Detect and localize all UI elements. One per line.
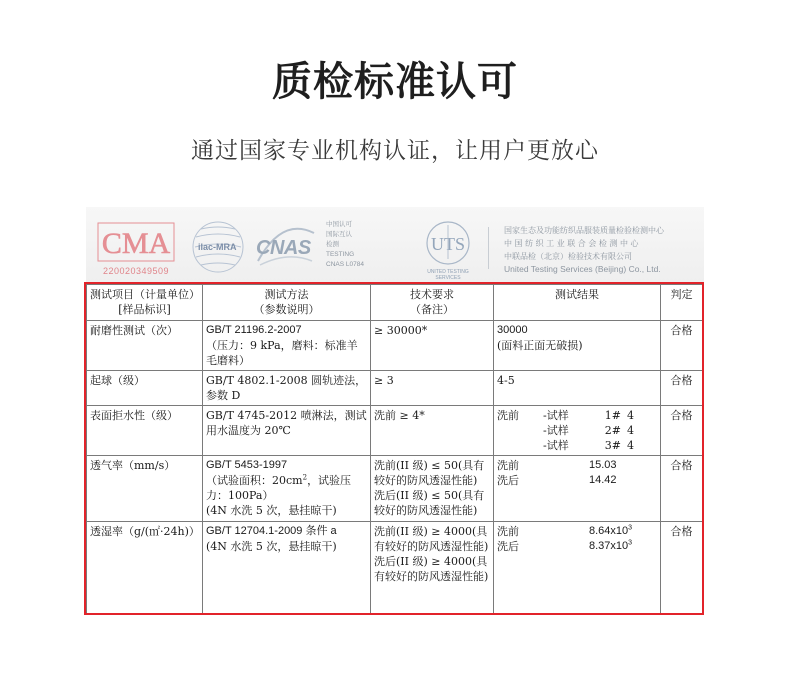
- method-cell: GB/T 4802.1-2008 圆轨迹法，参数 D: [203, 371, 371, 406]
- method-line: （试验面积：$20cm^2$，试验压力：100Pa）: [206, 473, 352, 502]
- uts-subtext: UNITED TESTING SERVICES: [427, 269, 469, 281]
- header-cell-verdict: [661, 285, 703, 321]
- result-value: 15.03: [589, 459, 617, 471]
- sample-name: -试样: [543, 439, 569, 452]
- header-text: （参数说明）: [253, 303, 320, 316]
- uts-logo: [416, 219, 480, 279]
- requirement-line: 洗后(II 级) ≤ 50(具有较好的防风透湿性能): [374, 489, 485, 517]
- result-line: 30000: [497, 324, 528, 336]
- cma-number: 220020349509: [102, 266, 170, 276]
- result-sample-row: [497, 423, 657, 438]
- result-label: 洗前: [497, 459, 519, 472]
- table-row: [87, 456, 703, 522]
- requirement-cell: [371, 522, 494, 615]
- method-line: GB/T 21196.2-2007: [206, 324, 302, 336]
- item-cell: 透湿率（g/(㎡·24h)）: [87, 522, 203, 615]
- result-cell: [494, 522, 661, 615]
- requirement-line: 洗前(II 级) ≥ 4000(具有较好的防风透湿性能): [374, 525, 489, 553]
- lab-name-block: [504, 224, 700, 276]
- header-text: （备注）: [410, 303, 454, 316]
- result-line: [497, 539, 657, 554]
- result-value: $8.64x10^3$: [589, 524, 633, 537]
- result-value: 14.42: [589, 474, 617, 486]
- method-line: (4N 水洗 5 次，悬挂晾干): [206, 504, 337, 517]
- item-cell: 表面拒水性（级）: [87, 406, 203, 456]
- requirement-line: 洗前(II 级) ≤ 50(具有较好的防风透湿性能): [374, 459, 485, 487]
- method-cell: [203, 522, 371, 615]
- cnas-text: CNAS: [256, 237, 311, 259]
- result-value: $8.37x10^3$: [589, 539, 633, 552]
- sample-index: 2#: [604, 424, 621, 437]
- method-line: GB/T 12704.1-2009 条件 a: [206, 525, 337, 537]
- header-text: 测试项目（计量单位）: [90, 288, 200, 301]
- header-cell-requirement: [371, 285, 494, 321]
- ilac-mra-text: ilac-MRA: [198, 242, 237, 252]
- cma-emblem-icon: [96, 219, 176, 265]
- sample-name: -试样: [543, 424, 569, 437]
- test-report-table-frame: [84, 282, 704, 615]
- lab-name-line-english: United Testing Services (Beijing) Co., Ltd.: [504, 264, 661, 274]
- uts-seal-icon: [416, 219, 480, 269]
- verdict-cell: 合格: [661, 406, 703, 456]
- result-label: 洗前: [497, 525, 519, 538]
- cnas-caption-line: 中国认可: [326, 221, 352, 228]
- result-label: 洗后: [497, 474, 519, 487]
- sample-index: 3#: [604, 439, 621, 452]
- verdict-cell: 合格: [661, 522, 703, 615]
- sample-value: 4: [627, 409, 634, 422]
- cma-logo: [96, 219, 176, 279]
- table-row: [87, 371, 703, 406]
- requirement-line: 洗后(II 级) ≥ 4000(具有较好的防风透湿性能): [374, 555, 489, 583]
- logo-divider: [488, 227, 489, 269]
- table-row: [87, 406, 703, 456]
- header-text: 判定: [670, 288, 693, 301]
- cnas-caption: [326, 220, 386, 270]
- result-label: 洗前: [497, 409, 519, 422]
- verdict-cell: 合格: [661, 456, 703, 522]
- method-line: （压力：9 kPa，磨料：标准羊毛磨料）: [206, 339, 358, 367]
- result-label: 洗后: [497, 540, 519, 553]
- result-line: [497, 524, 657, 539]
- result-sample-row: [497, 408, 657, 423]
- sample-value: 4: [627, 424, 634, 437]
- certification-logos-strip: [86, 207, 704, 283]
- lab-name-line: 中联品检（北京）检验技术有限公司: [504, 252, 632, 261]
- svg-text:UTS: UTS: [430, 234, 466, 254]
- cnas-caption-line: TESTING: [326, 251, 355, 258]
- table-row: [87, 522, 703, 615]
- table-header-row: [87, 285, 703, 321]
- header-text: 测试方法: [264, 288, 309, 301]
- cnas-caption-line: CNAS L0784: [326, 261, 364, 268]
- result-cell: [494, 406, 661, 456]
- item-cell: 起球（级）: [87, 371, 203, 406]
- method-cell: [203, 456, 371, 522]
- method-cell: GB/T 4745-2012 喷淋法，测试用水温度为 20℃: [203, 406, 371, 456]
- cnas-caption-line: 检测: [326, 241, 339, 248]
- header-text: [样品标识]: [118, 303, 171, 316]
- verdict-cell: 合格: [661, 321, 703, 371]
- sample-index: 1#: [604, 409, 621, 422]
- method-line: (4N 水洗 5 次，悬挂晾干): [206, 540, 337, 553]
- page-subtitle: 通过国家专业机构认证，让用户更放心: [191, 138, 599, 164]
- cnas-caption-line: 国际互认: [326, 231, 352, 238]
- lab-name-line: 中 国 纺 织 工 业 联 合 会 检 测 中 心: [504, 239, 639, 248]
- test-report-table: [86, 284, 703, 615]
- result-line: (面料正面无破损): [497, 339, 583, 352]
- requirement-cell: ≥ 3: [371, 371, 494, 406]
- result-cell: [494, 456, 661, 522]
- verdict-cell: 合格: [661, 371, 703, 406]
- header-cell-method: [203, 285, 371, 321]
- method-cell: [203, 321, 371, 371]
- sample-value: 4: [627, 439, 634, 452]
- header-cell-result: [494, 285, 661, 321]
- requirement-cell: 洗前 ≥ 4*: [371, 406, 494, 456]
- svg-text:CMA: CMA: [101, 227, 171, 260]
- header-cell-item: [87, 285, 203, 321]
- result-line: [497, 458, 657, 473]
- result-line: [497, 473, 657, 488]
- requirement-cell: ≥ 30000*: [371, 321, 494, 371]
- result-cell: 4-5: [494, 371, 661, 406]
- cnas-logo: [252, 221, 318, 271]
- item-cell: 透气率（mm/s）: [87, 456, 203, 522]
- ilac-mra-logo: [192, 219, 244, 275]
- result-sample-row: [497, 438, 657, 453]
- item-cell: 耐磨性测试（次）: [87, 321, 203, 371]
- header-text: 技术要求: [410, 288, 454, 301]
- header-text: 测试结果: [555, 288, 599, 301]
- method-line: GB/T 5453-1997: [206, 459, 288, 471]
- result-cell: [494, 321, 661, 371]
- page-title: 质检标准认可: [272, 59, 518, 105]
- requirement-cell: [371, 456, 494, 522]
- sample-name: -试样: [543, 409, 569, 422]
- table-row: [87, 321, 703, 371]
- lab-name-line: 国家生态及功能纺织品服装质量检验检测中心: [504, 226, 664, 235]
